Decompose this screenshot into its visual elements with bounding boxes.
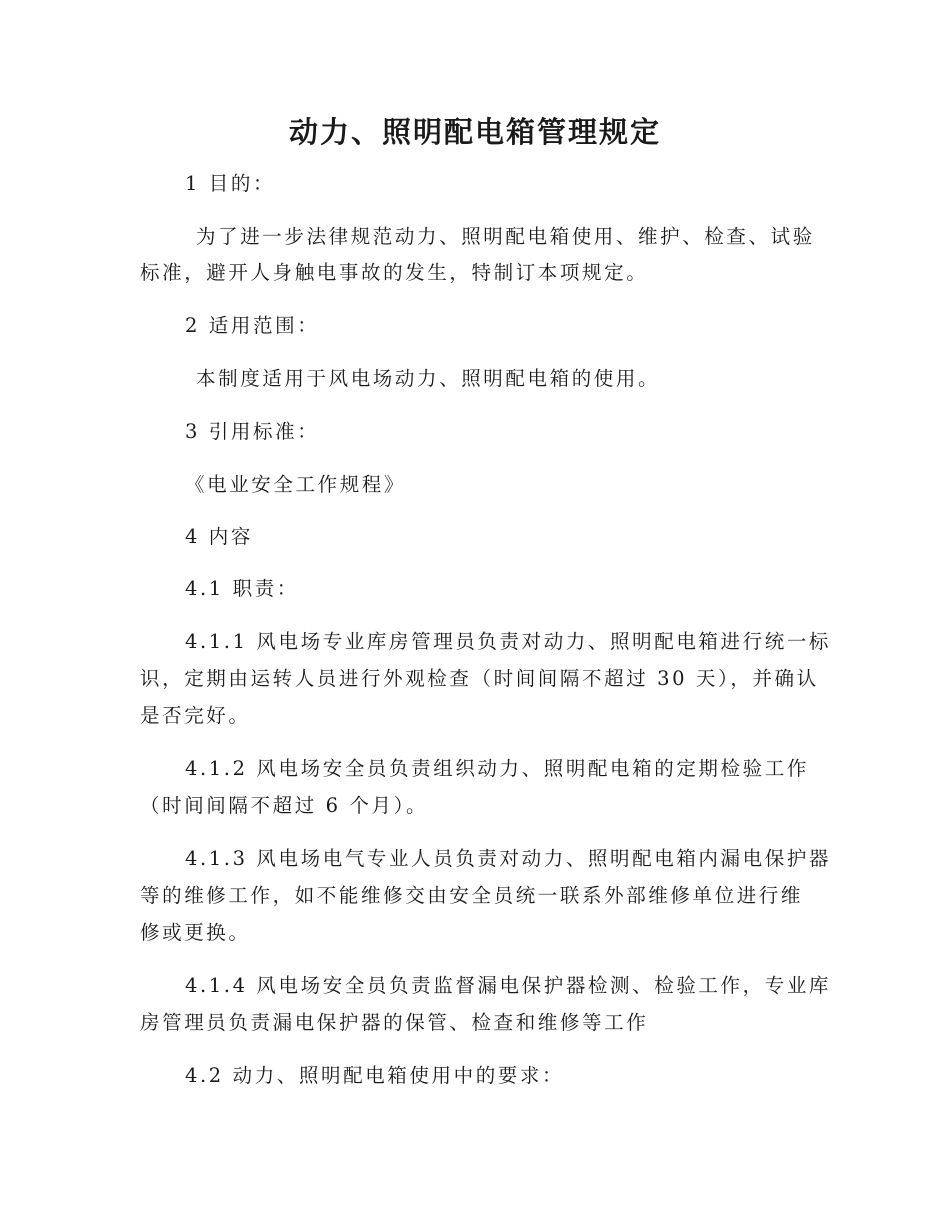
heading-usage-requirements: 4.2 动力、照明配电箱使用中的要求： xyxy=(185,1064,565,1087)
heading-scope: 2 适用范围： xyxy=(185,314,320,337)
paragraph-line: 4.1.4 风电场安全员负责监督漏电保护器检测、检验工作，专业库 xyxy=(185,974,832,997)
paragraph-line: 识，定期由运转人员进行外观检查（时间间隔不超过 30 天），并确认 xyxy=(140,667,819,690)
heading-content: 4 内容 xyxy=(185,525,254,548)
heading-purpose: 1 目的： xyxy=(185,172,276,195)
paragraph-line: 为了进一步法律规范动力、照明配电箱使用、维护、检查、试验 xyxy=(196,225,815,248)
paragraph-line: 4.1.1 风电场专业库房管理员负责对动力、照明配电箱进行统一标 xyxy=(185,630,832,653)
paragraph-line: 标准，避开人身触电事故的发生，特制订本项规定。 xyxy=(140,261,649,284)
heading-responsibilities: 4.1 职责： xyxy=(185,577,299,600)
paragraph-line: 修或更换。 xyxy=(140,921,251,944)
heading-references: 3 引用标准： xyxy=(185,420,320,443)
document-title: 动力、照明配电箱管理规定 xyxy=(288,115,661,149)
reference-item: 《电业安全工作规程》 xyxy=(185,473,407,496)
paragraph-line: 4.1.2 风电场安全员负责组织动力、照明配电箱的定期检验工作 xyxy=(185,757,809,780)
paragraph-line: （时间间隔不超过 6 个月）。 xyxy=(140,794,429,817)
paragraph-line: 4.1.3 风电场电气专业人员负责对动力、照明配电箱内漏电保护器 xyxy=(185,847,832,870)
paragraph-line: 等的维修工作，如不能维修交由安全员统一联系外部维修单位进行维 xyxy=(140,884,804,907)
paragraph-line: 房管理员负责漏电保护器的保管、检查和维修等工作 xyxy=(140,1011,649,1034)
paragraph-line: 是否完好。 xyxy=(140,704,251,727)
paragraph-line: 本制度适用于风电场动力、照明配电箱的使用。 xyxy=(196,367,661,390)
